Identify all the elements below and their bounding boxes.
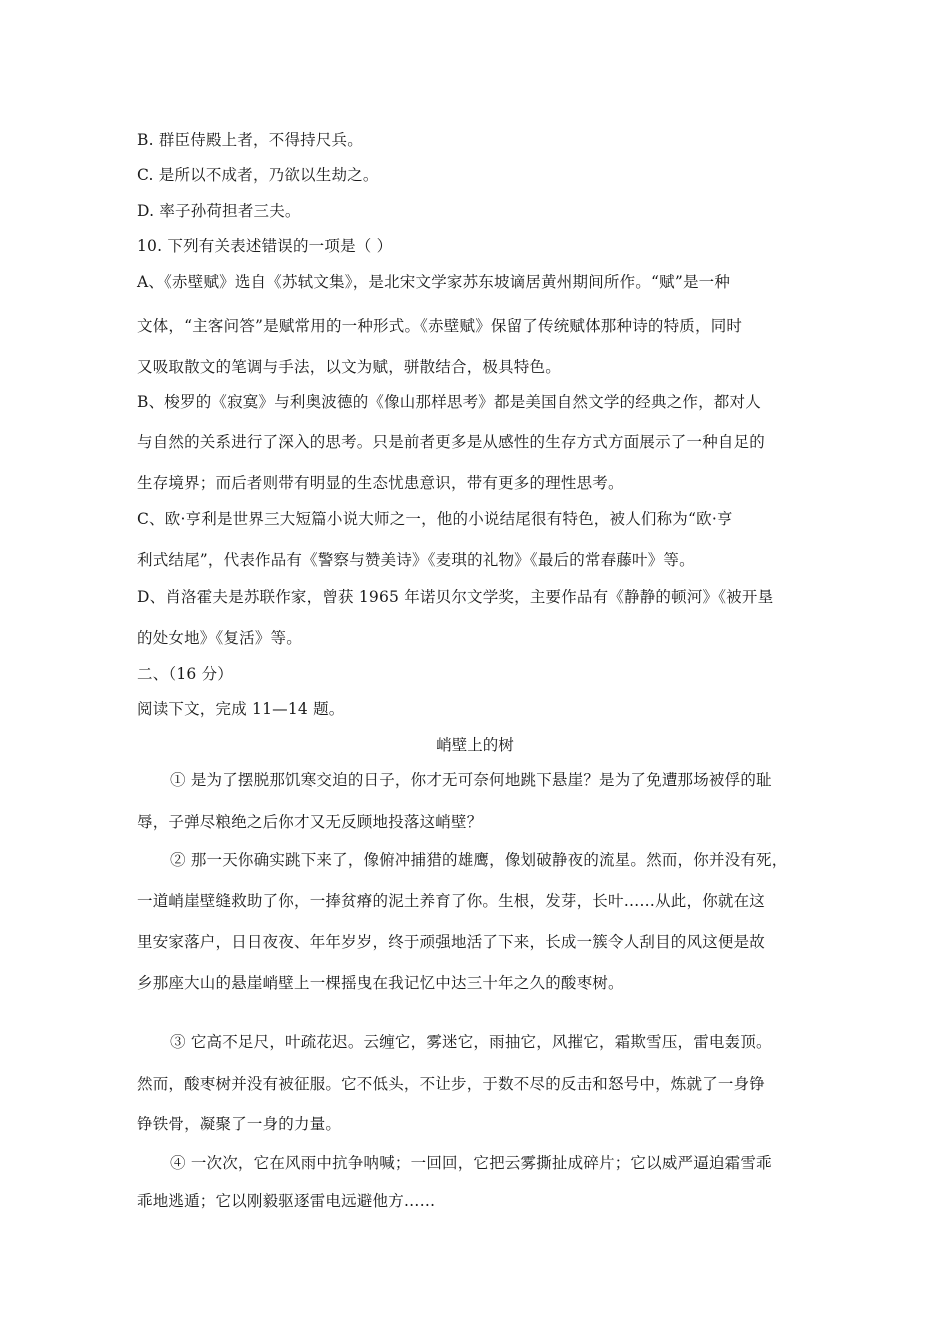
q9-option-c: C. 是所以不成者，乃欲以生劫之。	[137, 166, 379, 184]
q9-option-d: D. 率子孙荷担者三夫。	[137, 202, 301, 220]
q10-option-c-line-1: C、欧·亨利是世界三大短篇小说大师之一，他的小说结尾很有特色，被人们称为“欧·亨	[137, 510, 733, 528]
q10-option-a-line-1: A、《赤壁赋》选自《苏轼文集》，是北宋文学家苏东坡谪居黄州期间所作。“赋”是一种	[137, 273, 731, 291]
q10-option-d-line-1: D、肖洛霍夫是苏联作家，曾获 1965 年诺贝尔文学奖，主要作品有《静静的顿河》《被开垦	[137, 588, 774, 606]
passage-p2-line-4: 乡那座大山的悬崖峭壁上一棵摇曳在我记忆中达三十年之久的酸枣树。	[137, 974, 624, 992]
passage-p4-line-1: ④ 一次次，它在风雨中抗争呐喊；一回回，它把云雾撕扯成碎片；它以威严逼迫霜雪乖	[170, 1154, 772, 1172]
q10-option-b-line-1: B、梭罗的《寂寞》与利奥波德的《像山那样思考》都是美国自然文学的经典之作，都对人	[137, 393, 761, 411]
passage-p4-line-2: 乖地逃遁；它以刚毅驱逐雷电远避他方……	[137, 1192, 436, 1210]
passage-p2-line-1: ② 那一天你确实跳下来了，像俯冲捕猎的雄鹰，像划破静夜的流星。然而，你并没有死，	[170, 851, 788, 869]
passage-p1-line-1: ① 是为了摆脱那饥寒交迫的日子，你才无可奈何地跳下悬崖？是为了免遭那场被俘的耻	[170, 771, 772, 789]
q10-option-b-line-3: 生存境界；而后者则带有明显的生态忧患意识，带有更多的理性思考。	[137, 474, 624, 492]
passage-p3-line-1: ③ 它高不足尺，叶疏花迟。云缠它，雾迷它，雨抽它，风摧它，霜欺雪压，雷电轰顶。	[170, 1033, 772, 1051]
passage-p2-line-2: 一道峭崖壁缝救助了你，一捧贫瘠的泥土养育了你。生根，发芽，长叶……从此，你就在这	[137, 892, 766, 910]
q10-option-c-line-2: 利式结尾”，代表作品有《警察与赞美诗》《麦琪的礼物》《最后的常春藤叶》等。	[137, 551, 695, 569]
passage-p2-line-3: 里安家落户，日日夜夜、年年岁岁，终于顽强地活了下来，长成一簇令人刮目的风这便是故	[137, 933, 766, 951]
passage-title: 峭壁上的树	[436, 736, 514, 754]
passage-p3-line-3: 铮铁骨，凝聚了一身的力量。	[137, 1115, 342, 1133]
section-two-heading: 二、（16 分）	[137, 665, 234, 683]
passage-p3-line-2: 然而，酸枣树并没有被征服。它不低头，不让步，于数不尽的反击和怒号中，炼就了一身铮	[137, 1075, 766, 1093]
q10-stem: 10. 下列有关表述错误的一项是（ ）	[137, 237, 393, 255]
q10-option-a-line-3: 又吸取散文的笔调与手法，以文为赋，骈散结合，极具特色。	[137, 358, 561, 376]
q9-option-b: B. 群臣侍殿上者，不得持尺兵。	[137, 131, 363, 149]
q10-option-d-line-2: 的处女地》《复活》等。	[137, 629, 302, 647]
passage-p1-line-2: 辱，子弹尽粮绝之后你才又无反顾地投落这峭壁？	[137, 813, 483, 831]
q10-option-a-line-2: 文体，“主客问答”是赋常用的一种形式。《赤壁赋》保留了传统赋体那种诗的特质，同时	[137, 317, 743, 335]
q10-option-b-line-2: 与自然的关系进行了深入的思考。只是前者更多是从感性的生存方式方面展示了一种自足的	[137, 433, 766, 451]
section-two-instruction: 阅读下文，完成 11—14 题。	[137, 700, 345, 718]
